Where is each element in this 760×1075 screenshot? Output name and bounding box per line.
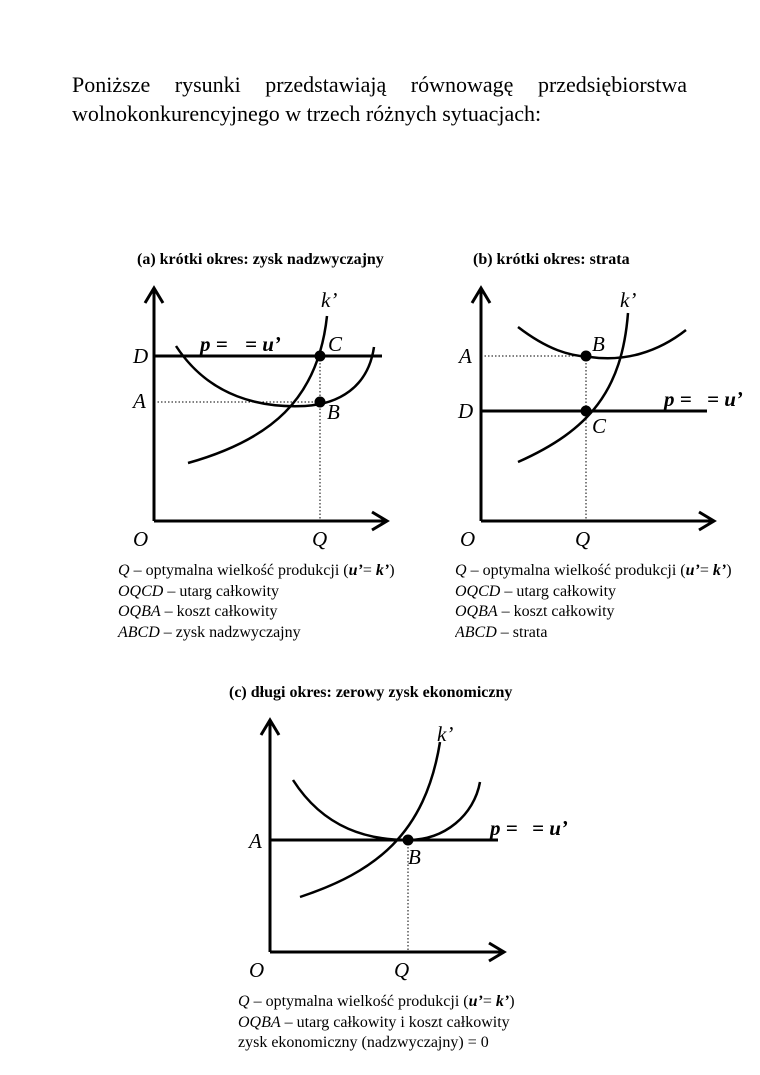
legend-a <box>118 561 395 643</box>
label-q-c: Q <box>394 958 410 982</box>
label-p-b: p = <box>664 387 692 411</box>
label-u-c: = u’ <box>532 816 568 840</box>
diagram-c <box>247 720 568 982</box>
point-c-a <box>315 351 326 362</box>
label-b-a: B <box>327 400 340 424</box>
label-u-a: = u’ <box>245 332 281 356</box>
label-a-b: A <box>459 344 472 368</box>
label-c-b: C <box>592 414 607 438</box>
point-c-b <box>581 406 592 417</box>
diagram-b <box>457 288 743 551</box>
legend-c-line-2: OQBA – utarg całkowity i koszt całkowity <box>238 1013 510 1031</box>
legend-c-line-1: Q – optymalna wielkość produkcji (u’= k’) <box>238 993 515 1010</box>
label-u-b: = u’ <box>707 387 743 411</box>
panel-a-title: (a) krótki okres: zysk nadzwyczajny <box>137 251 384 268</box>
legend-a-line-4: ABCD – zysk nadzwyczajny <box>118 623 301 641</box>
label-k-b: k’ <box>620 288 637 312</box>
legend-b-line-1: Q – optymalna wielkość produkcji (u’= k’) <box>455 562 732 579</box>
label-o-c: O <box>249 958 265 982</box>
label-q-b: Q <box>575 527 591 551</box>
label-p-a: p = <box>200 332 228 356</box>
label-a-a: A <box>133 389 146 413</box>
label-d-b: D <box>458 399 474 423</box>
legend-b <box>455 561 760 643</box>
label-o-a: O <box>133 527 149 551</box>
label-b-c: B <box>408 845 421 869</box>
legend-c <box>238 992 515 1054</box>
panel-b-title: (b) krótki okres: strata <box>473 251 630 268</box>
label-b-b: B <box>592 332 605 356</box>
legend-a-line-1: Q – optymalna wielkość produkcji (u’= k’) <box>118 562 395 579</box>
legend-b-line-2: OQCD – utarg całkowity <box>455 582 617 600</box>
intro-text: Poniższe rysunki przedstawiają równowagę przedsiębiorstwa wolnokonkurencyjnego w trzech różnych sytuacjach: <box>72 72 687 126</box>
label-a-c: A <box>249 829 262 853</box>
marginal-cost-curve-b <box>518 313 628 462</box>
legend-a-line-3: OQBA – koszt całkowity <box>118 603 278 620</box>
label-d-a: D <box>133 344 149 368</box>
legend-b-line-4: ABCD – strata <box>455 623 548 641</box>
label-q-a: Q <box>312 527 328 551</box>
legend-a-line-2: OQCD – utarg całkowity <box>118 582 280 600</box>
label-p-c: p = <box>490 816 518 840</box>
label-c-a: C <box>328 332 343 356</box>
point-b-c <box>403 835 414 846</box>
legend-c-line-3: zysk ekonomiczny (nadzwyczajny) = 0 <box>238 1034 489 1051</box>
average-cost-curve-c <box>293 780 480 840</box>
label-k-c: k’ <box>437 722 454 746</box>
point-b-b <box>581 351 592 362</box>
diagram-a <box>131 288 387 551</box>
label-o-b: O <box>460 527 476 551</box>
label-k-a: k’ <box>321 288 338 312</box>
marginal-cost-curve-c <box>300 742 440 897</box>
legend-b-line-3: OQBA – koszt całkowity <box>455 603 615 620</box>
panel-c-title: (c) długi okres: zerowy zysk ekonomiczny <box>229 684 513 701</box>
point-b-a <box>315 397 326 408</box>
